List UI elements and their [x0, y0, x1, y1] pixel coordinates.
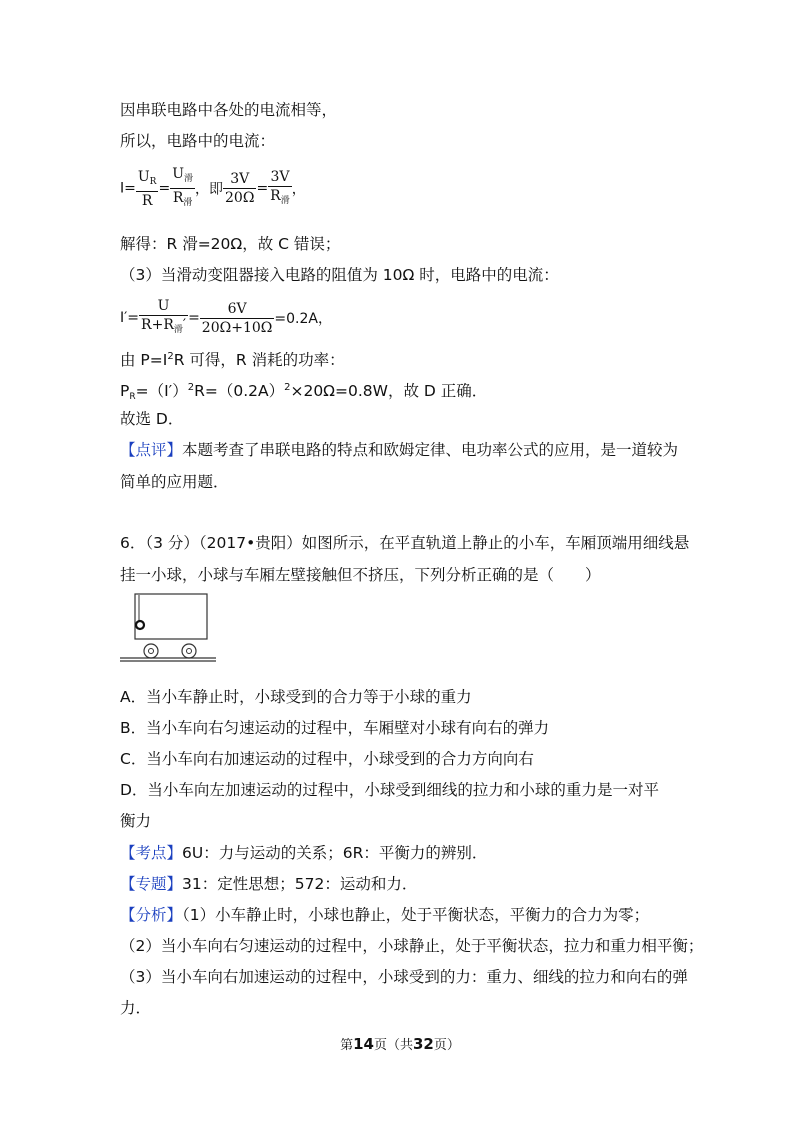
option-b: B．当小车向右匀速运动的过程中，车厢壁对小球有向右的弹力	[120, 719, 550, 737]
text-line: （3）当小车向右加速运动的过程中，小球受到的力：重力、细线的拉力和向右的弹	[120, 968, 688, 986]
comment-tag: 【点评】	[120, 441, 183, 459]
cart-body	[135, 594, 207, 639]
text-line: 解得：R 滑=20Ω，故 C 错误；	[120, 235, 341, 253]
zhuanti-line: 【专题】31：定性思想；572：运动和力．	[120, 875, 418, 893]
option-a: A．当小车静止时，小球受到的合力等于小球的重力	[120, 688, 472, 706]
fenxi-line: 【分析】（1）小车静止时，小球也静止，处于平衡状态，平衡力的合力为零；	[120, 906, 650, 924]
fraction: $\frac{3V}{20\Omega}$	[225, 171, 255, 206]
page-total: 32	[413, 1035, 434, 1053]
fraction: $\frac{U}{R+R_滑'}$	[141, 298, 187, 335]
cart-figure	[118, 592, 218, 664]
wheel-icon	[144, 644, 158, 658]
text-line: 故选 D．	[120, 410, 184, 428]
formula-current-2: I′= $\frac{U}{R+R_滑'}$ = $\frac{6V}{20\Omega+10\Omega}$ =0.2A，	[120, 297, 332, 339]
kaodian-line: 【考点】6U：力与运动的关系；6R：平衡力的辨别．	[120, 844, 488, 862]
text-line: （3）当滑动变阻器接入电路的阻值为 10Ω 时，电路中的电流：	[120, 266, 559, 284]
text-line: 衡力	[120, 812, 152, 830]
comment-line: 【点评】本题考查了串联电路的特点和欧姆定律、电功率公式的应用，是一道较为	[120, 441, 679, 459]
page-footer: 第14页（共32页）	[340, 1035, 460, 1053]
text-line: 所以，电路中的电流：	[120, 132, 276, 150]
text-line: $P_R=(I')^2R=(0.2A)^2\times 20\Omega=0.8W$，故 D 正确．	[120, 382, 488, 402]
fraction: $\frac{U_R}{R}$	[137, 168, 157, 209]
fenxi-tag: 【分析】	[120, 906, 183, 924]
option-d: D．当小车向左加速运动的过程中，小球受到细线的拉力和小球的重力是一对平	[120, 781, 659, 799]
text-line: （2）当小车向右匀速运动的过程中，小球静止，处于平衡状态，拉力和重力相平衡；	[120, 937, 704, 955]
text-line: 因串联电路中各处的电流相等，	[120, 101, 338, 119]
text-line: 由 $P=I^2R$ 可得，R 消耗的功率：	[120, 351, 345, 369]
fraction: $\frac{6V}{20\Omega+10\Omega}$	[201, 300, 273, 336]
option-c: C．当小车向右加速运动的过程中，小球受到的合力方向向右	[120, 750, 534, 768]
question-line: 挂一小球，小球与车厢左壁接触但不挤压，下列分析正确的是（ ）	[120, 566, 601, 584]
fraction: $\frac{3V}{R_滑}$	[270, 168, 290, 206]
ball-icon	[136, 621, 144, 629]
text-line: 力．	[120, 999, 152, 1017]
wheel-icon	[182, 644, 196, 658]
fraction: $\frac{U_滑}{R_滑}$	[172, 166, 194, 208]
zhuanti-tag: 【专题】	[120, 875, 183, 893]
formula-current: I= $\frac{U_R}{R}$ = $\frac{U_滑}{R_滑}$ ，即 $\frac{3V}{20\Omega}$ = $\frac{3V}{R_滑}$ ，	[120, 165, 306, 212]
page-number: 14	[353, 1035, 374, 1053]
text-line: 简单的应用题．	[120, 473, 229, 491]
question-line: 6．（3 分）（2017•贵阳）如图所示，在平直轨道上静止的小车，车厢顶端用细线悬	[120, 534, 690, 552]
kaodian-tag: 【考点】	[120, 844, 183, 862]
